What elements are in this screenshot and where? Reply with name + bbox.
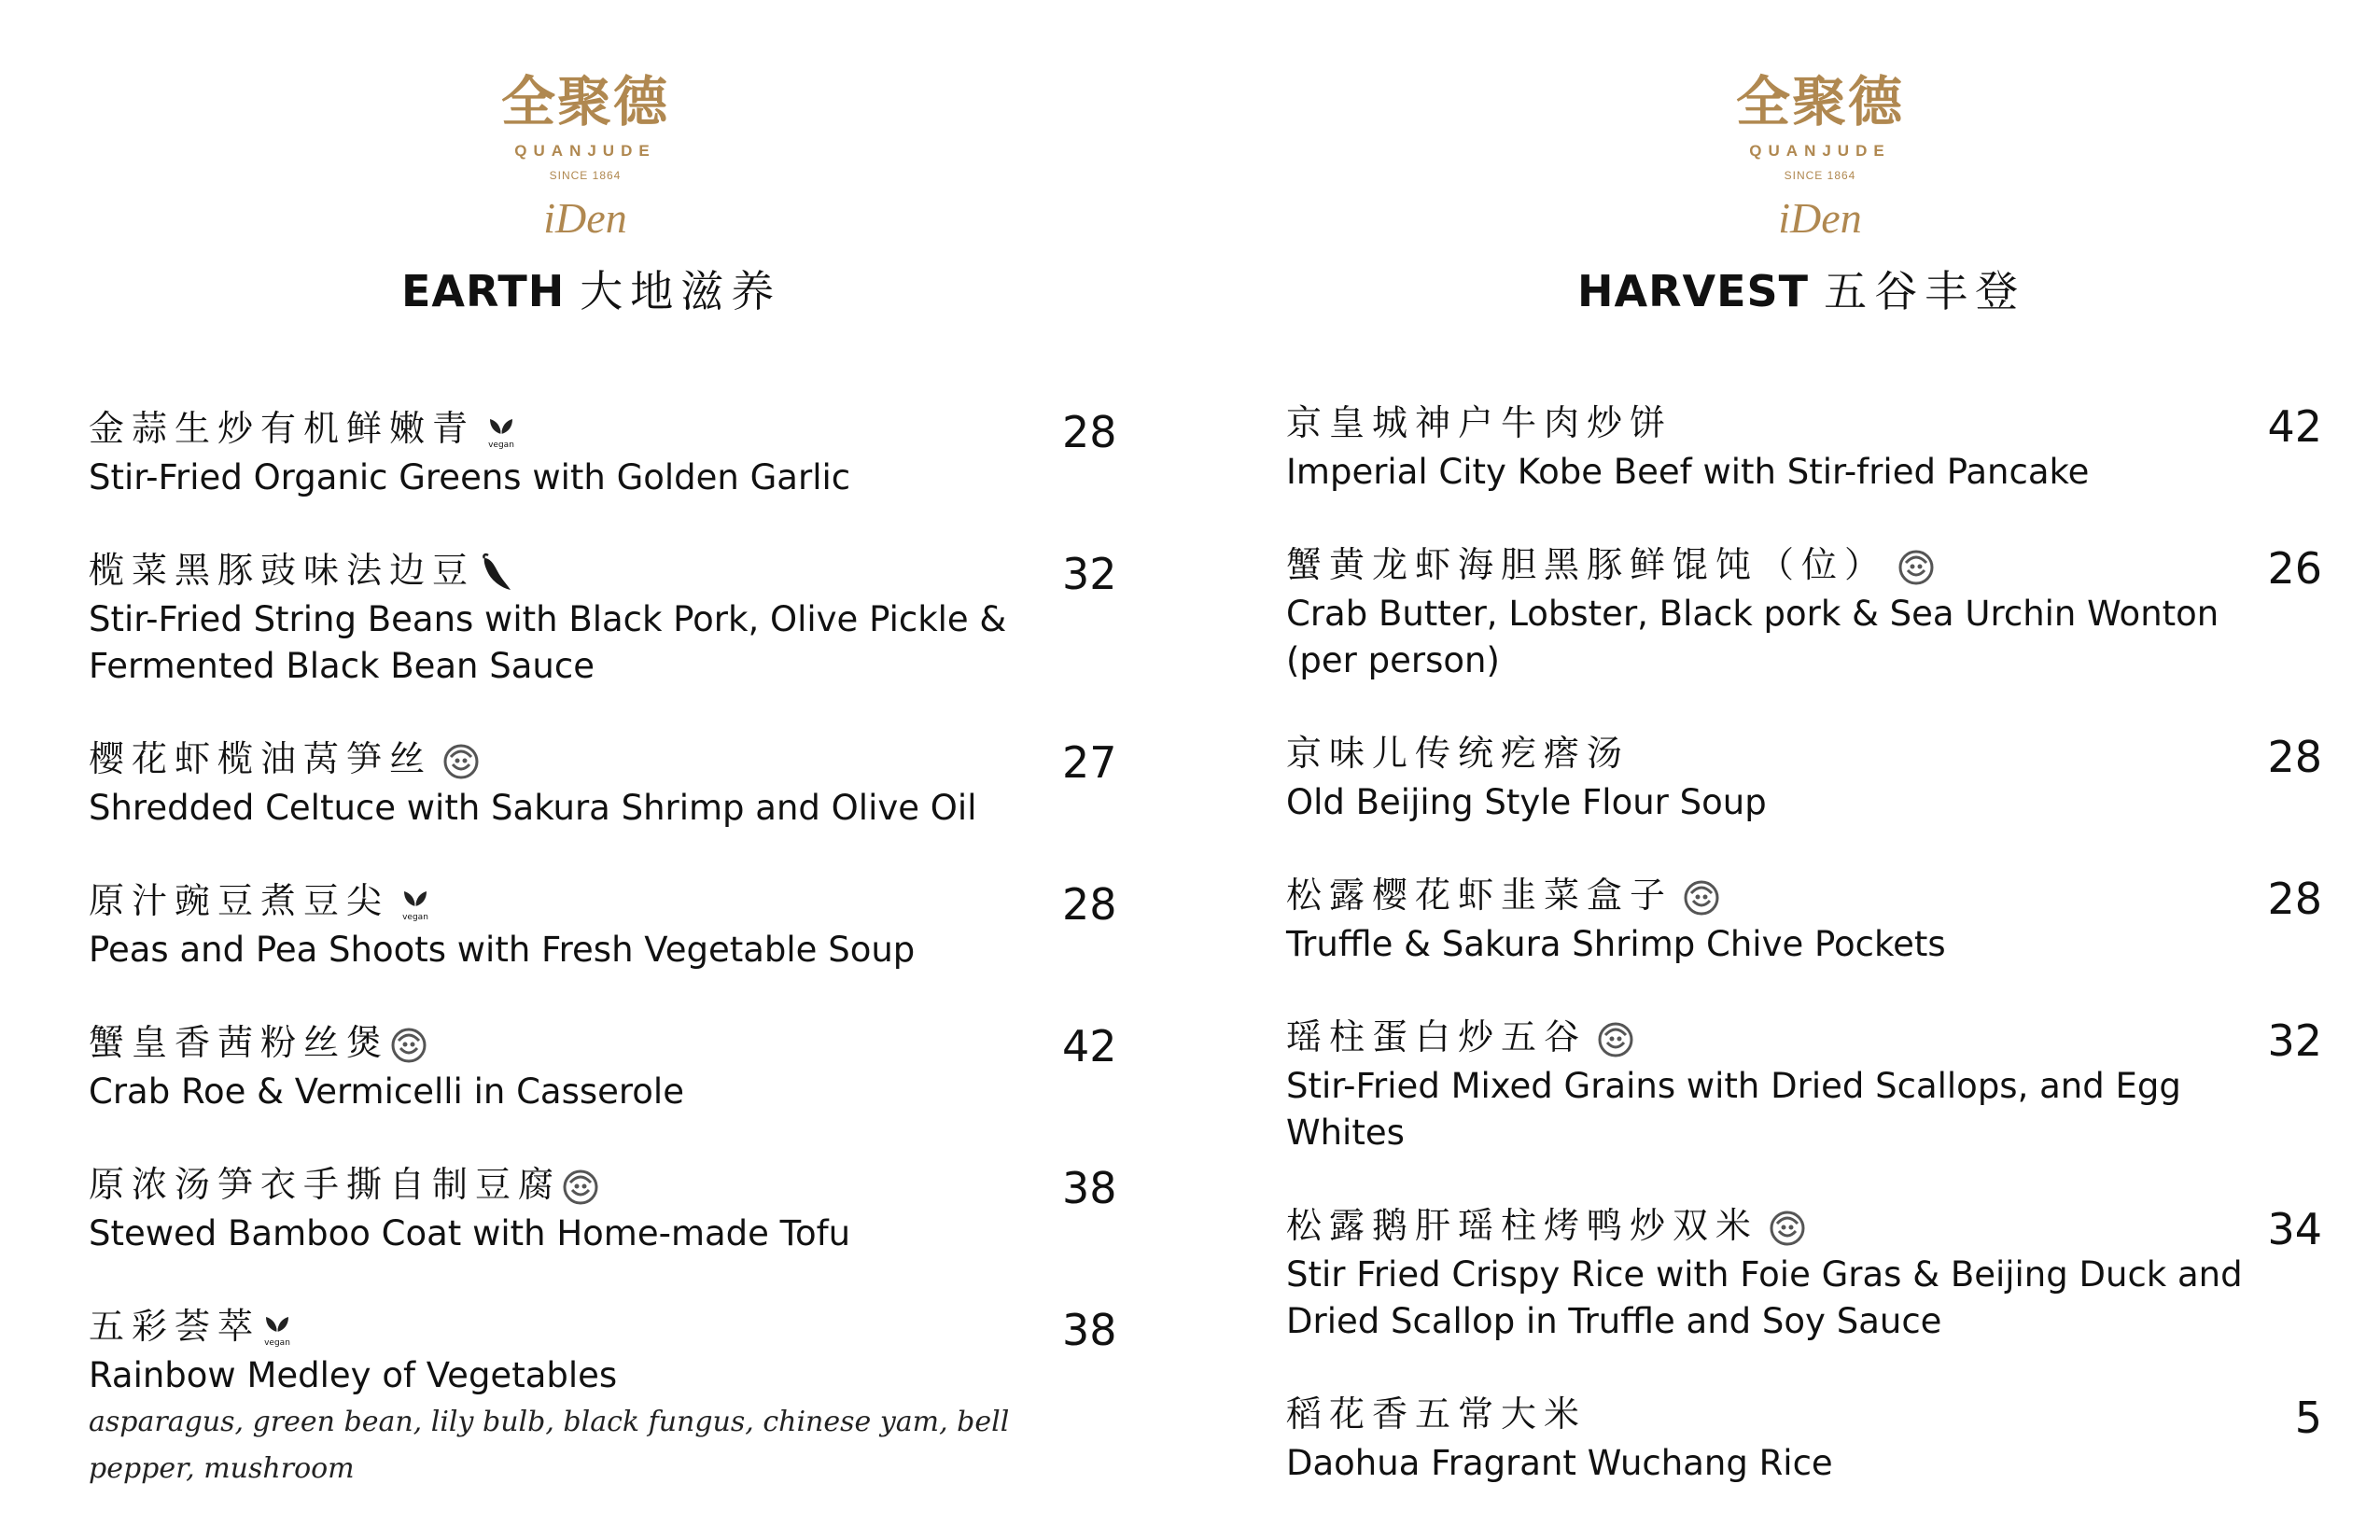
section-title-en: EARTH (401, 266, 566, 316)
menu-item (1286, 728, 2322, 826)
item-name-en: Old Beijing Style Flour Soup (1286, 782, 1767, 822)
item-name-cn: 原浓汤笋衣手撕自制豆腐 (89, 1164, 562, 1205)
menu-item (89, 545, 1125, 690)
vegan-leaf-icon (399, 884, 432, 922)
shellfish-icon (389, 1026, 428, 1065)
item-name-en: Daohua Fragrant Wuchang Rice (1286, 1443, 1833, 1483)
item-price: 38 (1062, 1305, 1117, 1355)
section-title-cn: 五谷丰登 (1824, 266, 2026, 316)
item-name-cn: 五彩荟萃 (89, 1306, 261, 1347)
item-description: asparagus, green bean, lily bulb, black fungus, chinese yam, bell pepper, mushroom (89, 1406, 1010, 1485)
brand-name-en: QUANJUDE (1749, 142, 1891, 160)
item-price: 38 (1062, 1163, 1117, 1213)
menu-item (1286, 539, 2322, 684)
menu-item (1286, 870, 2322, 968)
item-name-en: Imperial City Kobe Beef with Stir-fried Pancake (1286, 452, 2090, 492)
item-name-en: Stir Fried Crispy Rice with Foie Gras & Beijing Duck and Dried Scallop in Truffle and Soy Sauce (1286, 1254, 2243, 1341)
item-name-cn: 榄菜黑豚豉味法边豆 (89, 550, 476, 591)
item-price: 5 (2294, 1393, 2322, 1443)
item-name-en: Peas and Pea Shoots with Fresh Vegetable Soup (89, 930, 916, 970)
item-name-cn: 蟹黄龙虾海胆黑豚鲜馄饨（位） (1286, 544, 1888, 585)
item-price: 42 (1062, 1021, 1117, 1071)
section-title-cn: 大地滋养 (580, 266, 782, 316)
brand-name-cn: 全聚德 (500, 70, 669, 133)
item-name-cn: 原汁豌豆煮豆尖 (89, 880, 390, 921)
brand-name-cn: 全聚德 (1735, 70, 1904, 133)
item-price: 32 (2267, 1015, 2322, 1066)
menu-item (89, 1017, 1125, 1115)
item-name-cn: 松露鹅肝瑶柱烤鸭炒双米 (1286, 1205, 1759, 1246)
menu-item (1286, 398, 2322, 496)
brand-sub-logo: iDen (543, 194, 627, 242)
menu-item (1286, 1012, 2322, 1156)
item-price: 28 (2267, 874, 2322, 924)
item-name-en: Shredded Celtuce with Sakura Shrimp and Olive Oil (89, 788, 977, 828)
item-name-en: Truffle & Sakura Shrimp Chive Pockets (1286, 924, 1946, 964)
menu-item (89, 734, 1125, 832)
brand-logo (1680, 65, 1960, 245)
item-name-en: Crab Roe & Vermicelli in Casserole (89, 1071, 684, 1112)
item-name-cn: 蟹皇香茜粉丝煲 (89, 1022, 390, 1063)
vegan-label: vegan (264, 1338, 290, 1348)
item-name-en: Stir-Fried Organic Greens with Golden Garlic (89, 457, 851, 497)
item-name-en: Stewed Bamboo Coat with Home-made Tofu (89, 1213, 851, 1253)
brand-since: SINCE 1864 (549, 169, 622, 182)
item-price: 28 (1062, 407, 1117, 457)
item-name-en: Stir-Fried String Beans with Black Pork, Olive Pickle & Fermented Black Bean Sauce (89, 599, 1007, 686)
menu-item (89, 403, 1125, 501)
menu-item (89, 1301, 1125, 1492)
item-name-cn: 金蒜生炒有机鲜嫩青 (89, 408, 476, 449)
item-name-cn: 樱花虾榄油莴笋丝 (89, 738, 433, 779)
vegan-leaf-icon (260, 1309, 294, 1348)
item-name-en: Rainbow Medley of Vegetables (89, 1355, 618, 1395)
section-title (401, 263, 781, 319)
section-title-en: HARVEST (1577, 266, 1810, 316)
item-price: 27 (1062, 737, 1117, 788)
shellfish-icon (561, 1168, 600, 1207)
item-name-cn: 稻花香五常大米 (1286, 1393, 1588, 1435)
item-name-cn: 京味儿传统疙瘩汤 (1286, 733, 1631, 774)
section-title (1577, 263, 2025, 319)
item-price: 28 (2267, 732, 2322, 782)
menu-item (89, 875, 1125, 973)
menu-item (89, 1159, 1125, 1257)
menu-item (1286, 1389, 2322, 1487)
brand-name-en: QUANJUDE (514, 142, 656, 160)
shellfish-icon (1768, 1209, 1807, 1248)
vegan-label: vegan (402, 913, 428, 922)
shellfish-icon (1897, 548, 1936, 587)
item-name-en: Stir-Fried Mixed Grains with Dried Scallops, and Egg Whites (1286, 1066, 2181, 1153)
item-price: 32 (1062, 549, 1117, 599)
item-price: 28 (1062, 879, 1117, 930)
brand-sub-logo: iDen (1778, 194, 1862, 242)
chili-icon (477, 553, 514, 594)
item-name-cn: 瑶柱蛋白炒五谷 (1286, 1016, 1588, 1057)
item-name-cn: 京皇城神户牛肉炒饼 (1286, 402, 1673, 443)
item-name-cn: 松露樱花虾韭菜盒子 (1286, 875, 1673, 916)
item-price: 26 (2267, 543, 2322, 594)
brand-since: SINCE 1864 (1784, 169, 1856, 182)
shellfish-icon (1596, 1020, 1635, 1059)
menu-item (1286, 1200, 2322, 1345)
item-name-en: Crab Butter, Lobster, Black pork & Sea Urchin Wonton (per person) (1286, 594, 2219, 680)
item-price: 42 (2267, 401, 2322, 452)
brand-logo (445, 65, 725, 245)
vegan-label: vegan (488, 441, 514, 450)
shellfish-icon (441, 742, 481, 781)
vegan-leaf-icon (484, 412, 518, 450)
item-price: 34 (2267, 1204, 2322, 1254)
shellfish-icon (1682, 878, 1721, 917)
